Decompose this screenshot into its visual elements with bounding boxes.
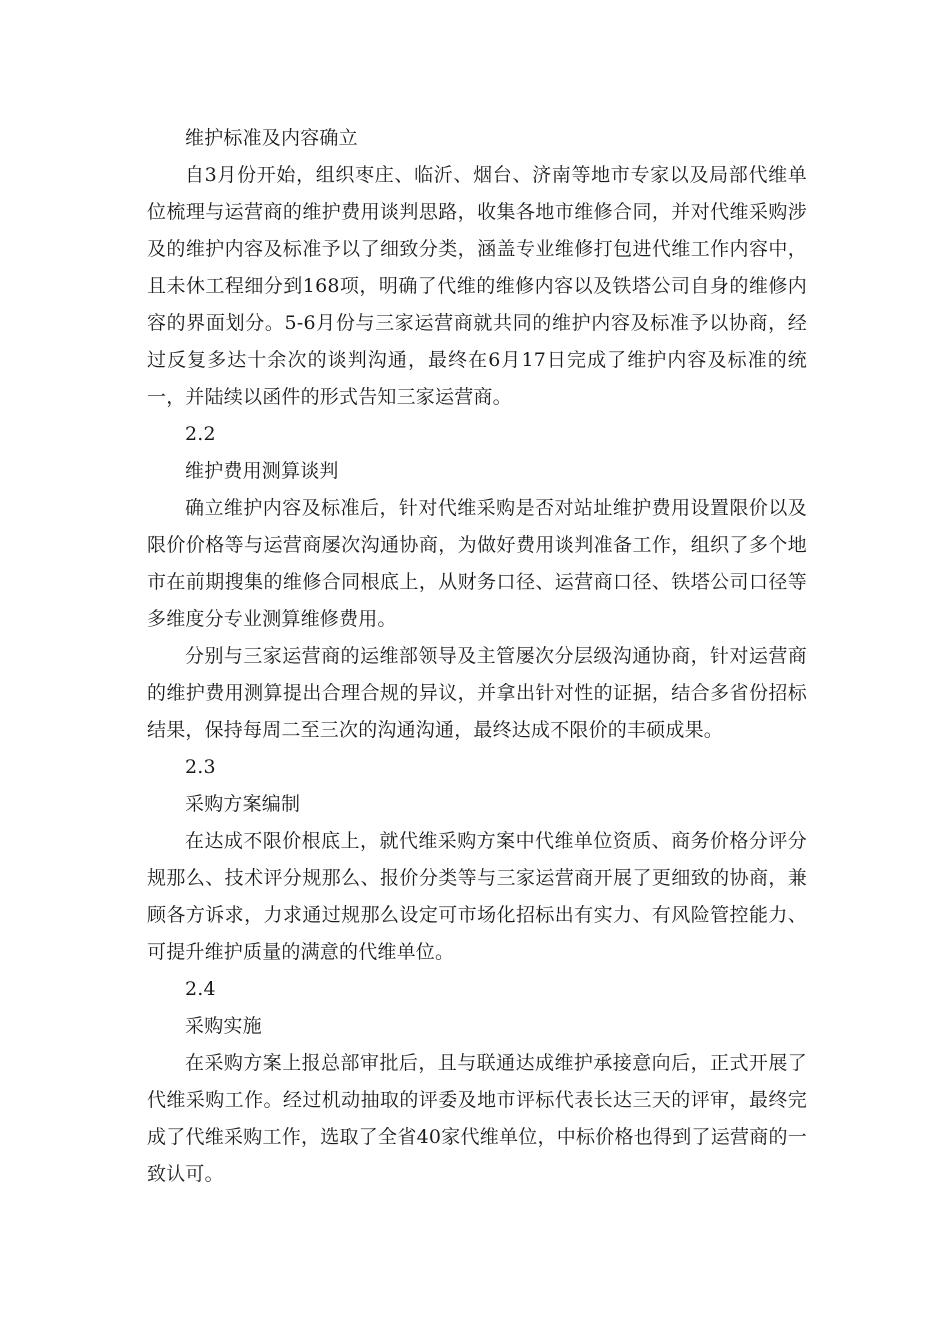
section-heading-standards: 维护标准及内容确立 <box>185 127 358 149</box>
section-number-2-2: 2.2 <box>185 423 216 445</box>
document-body <box>147 120 807 1193</box>
body-paragraph-procurement-plan: 在达成不限价根底上，就代维采购方案中代维单位资质、商务价格分评分规那么、技术评分规那么、报价分类等与三家运营商开展了更细致的协商，兼顾各方诉求，力求通过规那么设定可市场化招标出有实力、有风险管控能力、可提升维护质量的满意的代维单位。 <box>147 830 807 963</box>
section-number-2-4: 2.4 <box>185 978 216 1000</box>
body-paragraph-operator-consultation: 分别与三家运营商的运维部领导及主管屡次分层级沟通协商，针对运营商的维护费用测算提出合理合规的异议，并拿出针对性的证据，结合多省份招标结果，保持每周二至三次的沟通沟通，最终达成不限价的丰硕成果。 <box>147 645 807 741</box>
body-paragraph-cost-calculation: 确立维护内容及标准后，针对代维采购是否对站址维护费用设置限价以及限价价格等与运营商屡次沟通协商，为做好费用谈判准备工作，组织了多个地市在前期搜集的维修合同根底上，从财务口径、运营商口径、铁塔公司口径等多维度分专业测算维修费用。 <box>147 497 807 630</box>
body-paragraph-standards: 自3月份开始，组织枣庄、临沂、烟台、济南等地市专家以及局部代维单位梳理与运营商的维护费用谈判思路，收集各地市维修合同，并对代维采购涉及的维护内容及标准予以了细致分类，涵盖专业维修打包进代维工作内容中，且未休工程细分到168项，明确了代维的维修内容以及铁塔公司自身的维修内容的界面划分。5-6月份与三家运营商就共同的维护内容及标准予以协商，经过反复多达十余次的谈判沟通，最终在6月17日完成了维护内容及标准的统一，并陆续以函件的形式告知三家运营商。 <box>147 164 807 408</box>
section-heading-procurement-plan: 采购方案编制 <box>185 793 301 815</box>
section-heading-cost-negotiation: 维护费用测算谈判 <box>185 460 339 482</box>
body-paragraph-procurement-implementation: 在采购方案上报总部审批后，且与联通达成维护承接意向后，正式开展了代维采购工作。经过机动抽取的评委及地市评标代表长达三天的评审，最终完成了代维采购工作，选取了全省40家代维单位，中标价格也得到了运营商的一致认可。 <box>147 1052 807 1185</box>
section-number-2-3: 2.3 <box>185 756 216 778</box>
section-heading-procurement-implementation: 采购实施 <box>185 1015 262 1037</box>
